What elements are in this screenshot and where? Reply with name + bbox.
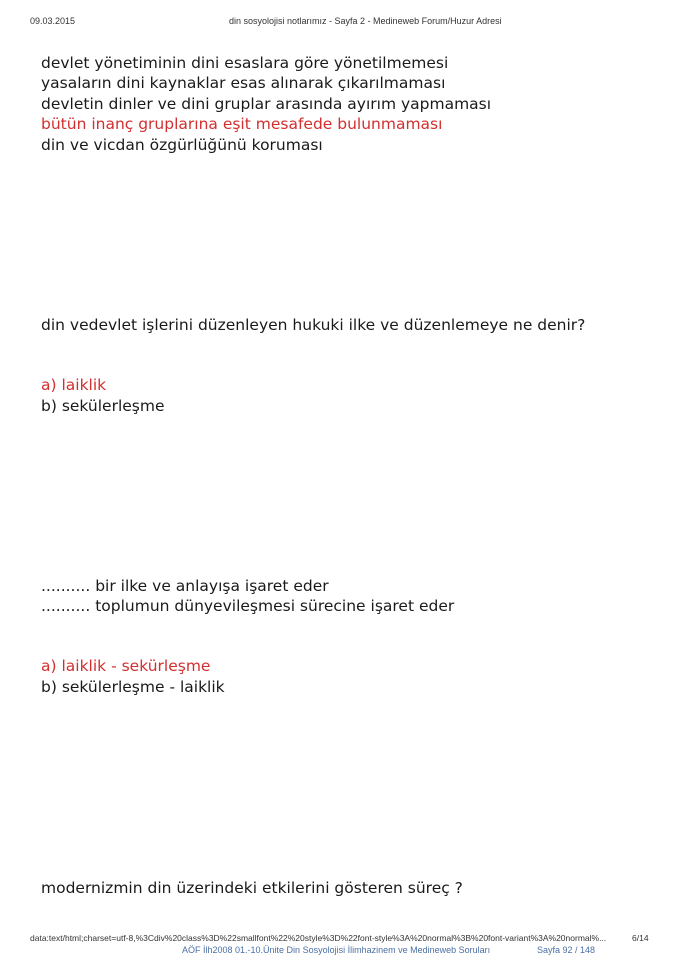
footer-doc-page: Sayfa 92 / 148 (537, 945, 596, 955)
question-2: modernizmin din üzerindeki etkilerini gösteren süreç ? (41, 879, 463, 897)
answer-option-b-1: b) sekülerleşme (41, 397, 165, 415)
question-1: din vedevlet işlerini düzenleyen hukuki ilke ve düzenlemeye ne denir? (41, 316, 586, 334)
footer-source-url: data:text/html;charset=utf-8,%3Cdiv%20class%3D%22smallfont%22%20style%3D%22font-style%3A%20normal%3B%20font-variant%3A%20normal%... (30, 933, 607, 943)
footer-banner: AÖF İlh2008 01.-10.Ünite Din Sosyolojisi İlimhazinem ve Medineweb Soruları (182, 945, 491, 955)
statement-line-1: devlet yönetiminin dini esaslara göre yönetilmemesi (41, 54, 449, 72)
blank-statement-1: .......... bir ilke ve anlayışa işaret eder (41, 577, 329, 595)
statement-line-4-highlighted: bütün inanç gruplarına eşit mesafede bulunmaması (41, 115, 443, 133)
answer-option-a-2: a) laiklik - sekürleşme (41, 657, 211, 675)
statement-line-3: devletin dinler ve dini gruplar arasında ayırım yapmaması (41, 95, 492, 113)
statement-line-5: din ve vicdan özgürlüğünü koruması (41, 136, 323, 154)
answer-option-a-1: a) laiklik (41, 376, 107, 394)
header-title: din sosyolojisi notlarımız - Sayfa 2 - Medineweb Forum/Huzur Adresi (229, 16, 502, 26)
footer-page-number: 6/14 (632, 933, 649, 943)
answer-option-b-2: b) sekülerleşme - laiklik (41, 678, 225, 696)
blank-statement-2: .......... toplumun dünyevileşmesi sürecine işaret eder (41, 597, 455, 615)
statement-line-2: yasaların dini kaynaklar esas alınarak çıkarılmaması (41, 74, 446, 92)
header-date: 09.03.2015 (30, 16, 76, 26)
